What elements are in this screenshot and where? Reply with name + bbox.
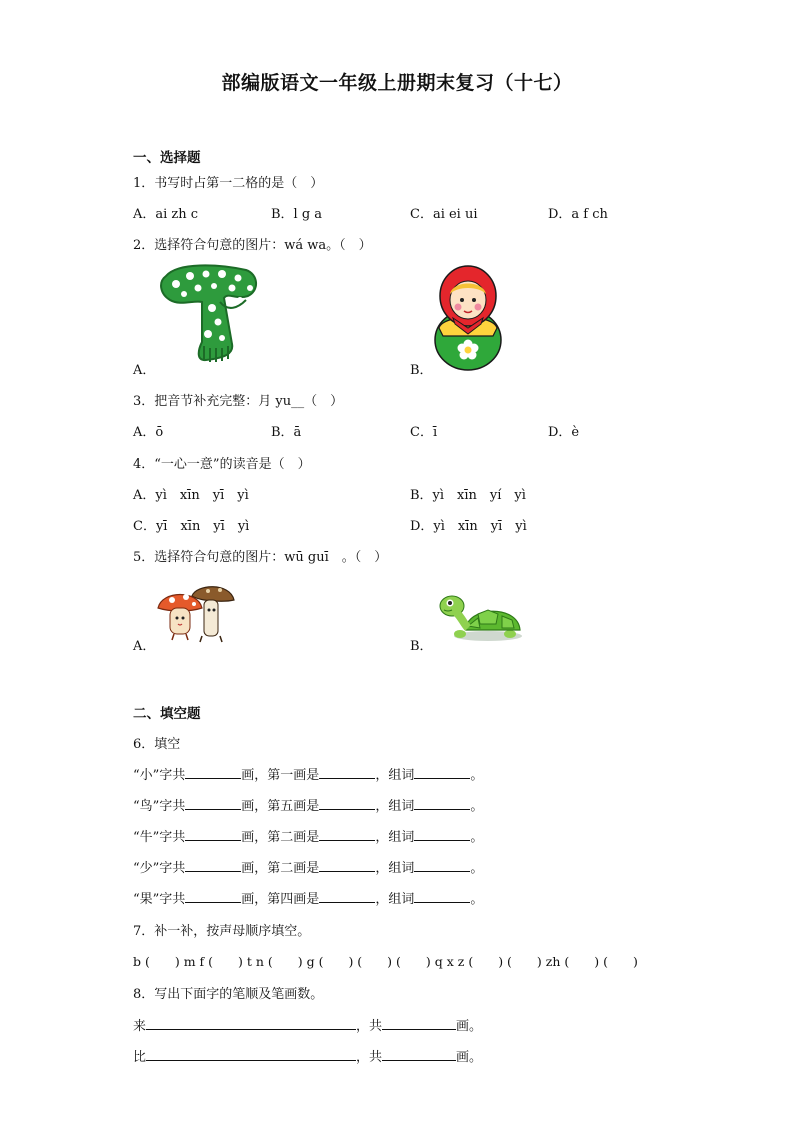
question-3-option-b[interactable]: B．ā (271, 425, 302, 440)
row-tail: 画。 (456, 1050, 483, 1065)
question-2-option-a[interactable]: A． (133, 363, 156, 378)
row-tail: 。 (470, 861, 484, 876)
word-blank[interactable] (414, 890, 470, 903)
question-2-stem: 2．选择符合句意的图片：wá wa。（ ） (133, 238, 372, 253)
row-end-label: ，组词 (375, 861, 415, 876)
section-heading-choice: 一、选择题 (133, 150, 201, 166)
question-6-row-1 (133, 764, 483, 783)
stroke-count-blank[interactable] (382, 1048, 456, 1061)
question-3-option-d[interactable]: D．è (548, 425, 580, 440)
word-blank[interactable] (414, 828, 470, 841)
row-mid-label: 画，第五画是 (241, 799, 320, 814)
stroke-blank[interactable] (319, 890, 375, 903)
row-tail: 画。 (456, 1019, 483, 1034)
question-4-option-d[interactable]: D．yì xīn yī yì (410, 519, 527, 534)
question-5-option-a[interactable]: A． (133, 639, 156, 654)
row-end-label: ，组词 (375, 830, 415, 845)
question-7-stem: 7．补一补，按声母顺序填空。 (133, 924, 311, 939)
row-tail: 。 (470, 892, 484, 907)
question-3-stem: 3．把音节补充完整：月 yu__（ ） (133, 394, 344, 409)
turtle-icon (438, 590, 524, 644)
question-1-option-a[interactable]: A．ai zh c (133, 207, 199, 222)
stroke-count-blank[interactable] (382, 1017, 456, 1030)
question-1-option-b[interactable]: B．l g a (271, 207, 323, 222)
question-3-option-a[interactable]: A．ō (133, 425, 164, 440)
doll-icon (433, 264, 503, 372)
section-heading-fill: 二、填空题 (133, 706, 201, 722)
row-char-label: “牛”字共 (133, 830, 186, 845)
stroke-blank[interactable] (319, 828, 375, 841)
question-6-row-5 (133, 888, 483, 907)
question-4-option-b[interactable]: B．yì xīn yí yì (410, 488, 526, 503)
question-8-row-1 (133, 1015, 482, 1034)
mushroom-icon (156, 582, 236, 644)
row-tail: 。 (470, 799, 484, 814)
row-mid-label: 画，第二画是 (241, 861, 320, 876)
question-4-option-a[interactable]: A．yì xīn yī yì (133, 488, 249, 503)
question-6-row-3 (133, 826, 483, 845)
scarf-icon (158, 262, 262, 366)
row-char-label: 比 (133, 1050, 147, 1065)
row-char-label: “鸟”字共 (133, 799, 186, 814)
row-tail: 。 (470, 830, 484, 845)
question-8-stem: 8．写出下面字的笔顺及笔画数。 (133, 987, 324, 1002)
question-4-stem: 4．“一心一意”的读音是（ ） (133, 457, 311, 472)
question-6-row-4 (133, 857, 483, 876)
row-end-label: ，组词 (375, 768, 415, 783)
row-char-label: “果”字共 (133, 892, 186, 907)
row-mid-label: 画，第一画是 (241, 768, 320, 783)
question-2-option-b[interactable]: B． (410, 363, 433, 378)
stroke-count-blank[interactable] (185, 859, 241, 872)
question-1-stem: 1．书写时占第一二格的是（ ） (133, 176, 324, 191)
row-mid-label: ，共 (356, 1019, 383, 1034)
stroke-order-blank[interactable] (146, 1048, 356, 1061)
row-tail: 。 (470, 768, 484, 783)
question-5-stem: 5．选择符合句意的图片：wū guī 。（ ） (133, 550, 388, 565)
stroke-blank[interactable] (319, 766, 375, 779)
question-6-row-2 (133, 795, 483, 814)
question-1-option-c[interactable]: C．ai ei ui (410, 207, 478, 222)
question-7-initials-line[interactable]: b ( ) m f ( ) t n ( ) g ( ) ( ) ( ) q x z ( ) ( ) zh ( ) ( ) (133, 954, 638, 969)
word-blank[interactable] (414, 797, 470, 810)
row-mid-label: 画，第四画是 (241, 892, 320, 907)
stroke-count-blank[interactable] (185, 890, 241, 903)
word-blank[interactable] (414, 859, 470, 872)
question-3-option-c[interactable]: C．ī (410, 425, 438, 440)
stroke-order-blank[interactable] (146, 1017, 356, 1030)
stroke-count-blank[interactable] (185, 828, 241, 841)
page-title: 部编版语文一年级上册期末复习（十七） (221, 72, 573, 94)
question-4-option-c[interactable]: C．yī xīn yī yì (133, 519, 250, 534)
row-end-label: ，组词 (375, 892, 415, 907)
stroke-blank[interactable] (319, 797, 375, 810)
row-char-label: 来 (133, 1019, 147, 1034)
question-6-stem: 6．填空 (133, 737, 181, 752)
stroke-count-blank[interactable] (185, 797, 241, 810)
stroke-count-blank[interactable] (185, 766, 241, 779)
word-blank[interactable] (414, 766, 470, 779)
question-1-option-d[interactable]: D．a f ch (548, 207, 608, 222)
row-char-label: “小”字共 (133, 768, 186, 783)
stroke-blank[interactable] (319, 859, 375, 872)
row-mid-label: 画，第二画是 (241, 830, 320, 845)
row-end-label: ，组词 (375, 799, 415, 814)
question-5-option-b[interactable]: B． (410, 639, 433, 654)
row-char-label: “少”字共 (133, 861, 186, 876)
row-mid-label: ，共 (356, 1050, 383, 1065)
question-8-row-2 (133, 1046, 482, 1065)
